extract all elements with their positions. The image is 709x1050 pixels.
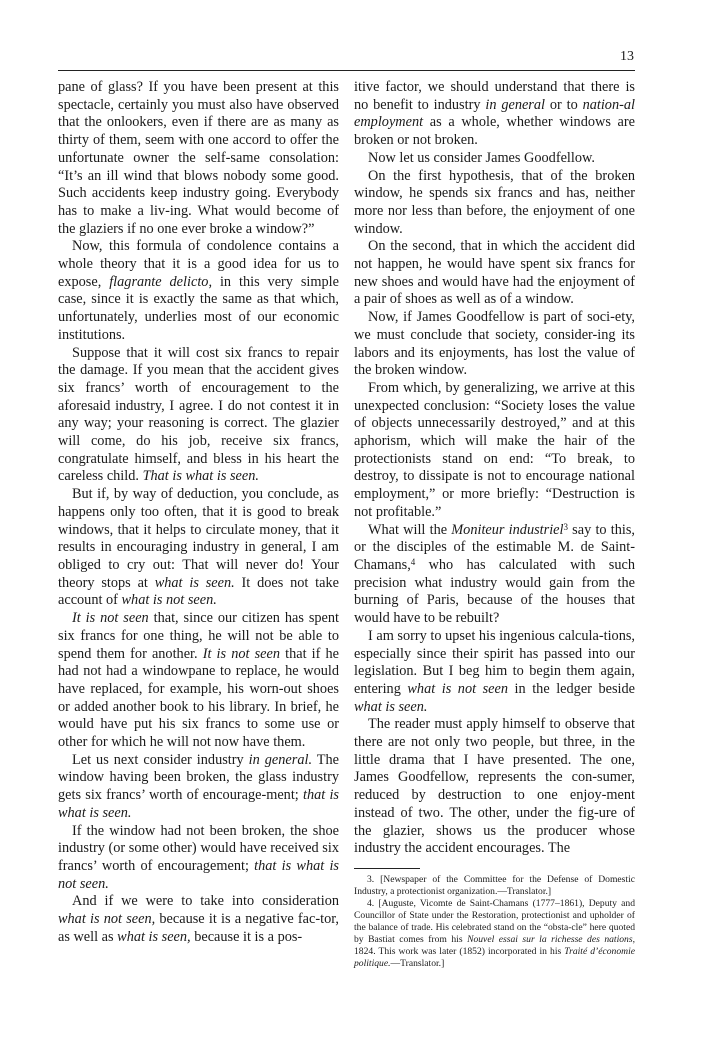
text-run: that, since our citizen has spent six francs for one thing, he will not be able to spend them for another. [58, 610, 339, 662]
text-run: say to this, or the disciples of the estimable M. de Saint-Chamans, [354, 521, 635, 573]
paragraph [354, 150, 635, 168]
paragraph [354, 628, 635, 717]
text-run: I am sorry to upset his ingenious calcula-tions, especially since their spirit has passed into our legislation. But I beg him to begin them again, entering [354, 627, 635, 697]
text-run: Suppose that it will cost six francs to repair the damage. If you mean that the accident gives six francs’ worth of encouragement to the aforesaid industry, I agree. I do not contest it in any way; your reasoning is correct. The glazier will come, do his job, receive six francs, congratulate himself, and bless in his heart the careless child. [58, 344, 339, 485]
paragraph [58, 752, 339, 823]
italic-text-run: flagrante delicto, [109, 273, 213, 290]
paragraph [58, 345, 339, 487]
paragraph [354, 238, 635, 309]
text-run: because it is a negative fac-tor, as well as [58, 911, 340, 945]
left-text-column [58, 79, 339, 946]
paragraph [354, 309, 635, 380]
paragraph [58, 238, 339, 344]
text-run: Now, if James Goodfellow is part of soci-ety, we must conclude that society, consider-ing its labors and its enjoyments, has lost the value of the broken window. [354, 309, 635, 379]
paragraph [354, 716, 635, 858]
text-run: 4. [Auguste, Vicomte de Saint-Chamans (1777–1861), Deputy and Councillor of State under the Restoration, protectionist and upholder of the balance of trade. His celebrated stand on the “obsta-cle” here quoted by Bastiat comes from his [354, 897, 635, 945]
text-run: Now, this formula of condolence contains a whole theory that it is a good idea for us to expose, [58, 238, 339, 290]
text-run: in the ledger beside [508, 680, 635, 697]
paragraph [58, 610, 339, 752]
text-run: —Translator.] [390, 957, 445, 969]
footnotes [354, 874, 635, 970]
header-rule [58, 70, 635, 71]
text-run: or to [545, 96, 583, 113]
italic-text-run: what is not seen, [58, 911, 156, 928]
footnote-rule [354, 868, 420, 869]
footnote [354, 898, 635, 970]
text-run: as a whole, whether windows are broken or not broken. [354, 114, 635, 149]
text-run: 1824. This work was later (1852) incorporated in his [354, 945, 565, 957]
italic-text-run: It is not seen [72, 610, 149, 627]
text-run: If the window had not been broken, the shoe industry (or some other) would have received six francs’ worth of encouragement; [58, 822, 339, 874]
italic-text-run: Moniteur industriel [451, 521, 564, 538]
italic-text-run: Traité d’économie politique. [354, 945, 636, 969]
italic-text-run: in general [485, 96, 545, 113]
footnote-reference: 4 [410, 556, 416, 567]
text-run: 3. [Newspaper of the Committee for the Defense of Domestic Industry, a protectionist organization.—Translator.] [354, 873, 635, 897]
italic-text-run: in general. [248, 751, 313, 768]
footnote-reference: 3 [563, 521, 568, 532]
italic-text-run: It is not seen [202, 645, 280, 662]
text-run: because it is a pos- [190, 928, 303, 945]
text-run: itive factor, we should understand that there is no benefit to industry [354, 79, 635, 113]
page-number: 13 [620, 49, 634, 64]
text-run: The reader must apply himself to observe that there are not only two people, but three, in the little drama that I have presented. The one, James Goodfellow, represents the con-sumer, reduced by destruction to one enjoy-ment instead of two. The other, under the fig-ure of the glazier, shows us the producer whose industry the accident encourages. The [354, 716, 635, 857]
right-text-column [354, 79, 635, 970]
text-run: What will the [368, 521, 452, 538]
paragraph [354, 79, 635, 150]
italic-text-run: nation-al employment [354, 96, 635, 131]
text-run: pane of glass? If you have been present at this spectacle, certainly you must also have observed that the onlookers, even if there are as many as thirty of them, seem with one accord to offer the unfortunate owner the self-same consolation: “It’s an ill wind that blows nobody some good. Such accidents keep industry going. Everybody has to make a liv-ing. What would become of the glaziers if no one ever broke a window?” [58, 79, 339, 237]
paragraph [58, 823, 339, 894]
text-run: Let us next consider industry [72, 751, 249, 768]
paragraph [58, 893, 339, 946]
italic-text-run: what is seen. [154, 574, 235, 591]
paragraph [58, 79, 339, 238]
text-run: But if, by way of deduction, you conclude, as happens only too often, that it is good to break windows, that it helps to circulate money, that it results in encouraging industry in general, I am obliged to cry out: That will never do! Your theory stops at [58, 486, 339, 591]
italic-text-run: what is not seen. [121, 592, 217, 609]
paragraph [58, 486, 339, 610]
text-run: who has calculated with such precision what industry would gain from the burning of Paris, because of the houses that would have to be rebuilt? [354, 556, 635, 627]
italic-text-run: what is seen. [354, 698, 428, 715]
text-run: It does not take account of [58, 574, 339, 609]
text-run: in this very simple case, since it is exactly the same as that which, unfortunately, underlies most of our economic institutions. [58, 273, 339, 343]
text-run: On the second, that in which the accident did not happen, he would have spent six francs for new shoes and would have had the enjoyment of a pair of shoes as well as of a window. [354, 238, 635, 308]
paragraph [354, 168, 635, 239]
text-run: From which, by generalizing, we arrive at this unexpected conclusion: “Society loses the value of objects unnecessarily destroyed,” and at this aphorism, which will make the hair of the protectionists stand on end: “To break, to destroy, to dissipate is not to encourage national employment,” or more briefly: “Destruction is not profitable.” [354, 379, 635, 520]
italic-text-run: that is what is not seen. [58, 857, 339, 892]
italic-text-run: That is what is seen. [142, 468, 259, 485]
paragraph [354, 380, 635, 522]
text-run: The window having been broken, the glass industry gets six francs’ worth of encourage-ment; [58, 751, 339, 804]
text-run: On the first hypothesis, that of the broken window, he spends six francs and has, neither more nor less than before, the enjoyment of one window. [354, 167, 635, 237]
paragraph [354, 522, 635, 628]
italic-text-run: what is not seen [407, 680, 509, 697]
italic-text-run: Nouvel essai sur la richesse des nations, [467, 933, 635, 945]
text-run: that if he had not had a windowpane to replace, he would have replaced, for example, his worn-out shoes or added another book to his library. In brief, he would have put his six francs to some use or other for which he will not now have them. [58, 645, 339, 751]
text-run: And if we were to take into consideration [72, 893, 339, 910]
footnote [354, 874, 635, 898]
text-run: Now let us consider James Goodfellow. [368, 149, 595, 166]
italic-text-run: what is seen, [117, 928, 191, 945]
italic-text-run: that is what is seen. [58, 787, 339, 821]
